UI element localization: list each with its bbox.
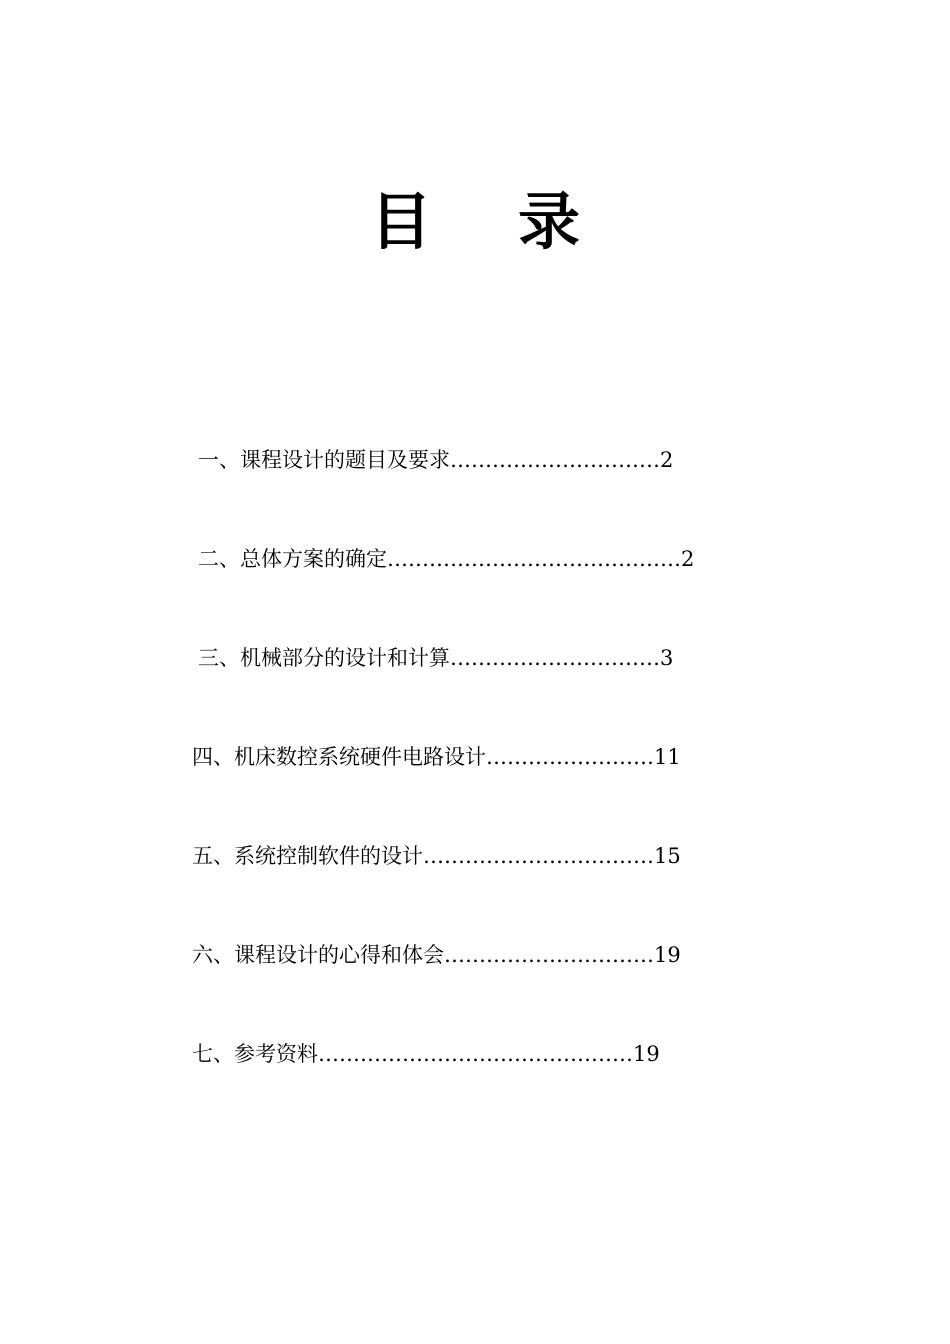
toc-page-number: 19 [633,1042,660,1066]
toc-entry-label: 二、总体方案的确定 [198,547,387,571]
title-char-1: 目 [369,185,518,258]
title-char-2: 录 [518,185,667,258]
toc-entry-1[interactable] [198,447,673,473]
toc-leader-dots: …………………………… [423,844,654,868]
toc-entry-label: 六、课程设计的心得和体会 [192,943,444,967]
toc-page-number: 2 [660,448,674,472]
toc-entry-5[interactable] [192,843,681,869]
toc-leader-dots: ………………………… [444,943,654,967]
toc-entry-6[interactable] [192,942,681,968]
toc-entry-2[interactable] [198,546,694,572]
toc-entry-label: 四、机床数控系统硬件电路设计 [192,745,486,769]
toc-entry-label: 一、课程设计的题目及要求 [198,448,450,472]
toc-page-number: 11 [654,745,681,769]
toc-leader-dots: ………………………… [450,646,660,670]
toc-entry-3[interactable] [198,645,673,671]
toc-entry-4[interactable] [192,744,681,770]
toc-leader-dots: …………………………………… [387,547,681,571]
toc-leader-dots: ………………………… [450,448,660,472]
toc-leader-dots: …………………… [486,745,654,769]
toc-entry-label: 七、参考资料 [192,1042,318,1066]
toc-page-number: 15 [654,844,681,868]
toc-page-number: 3 [660,646,674,670]
toc-page-number: 2 [681,547,695,571]
toc-entry-7[interactable] [192,1041,660,1067]
toc-leader-dots: ……………………………………… [318,1042,633,1066]
toc-page-number: 19 [654,943,681,967]
toc-entry-label: 五、系统控制软件的设计 [192,844,423,868]
toc-entry-label: 三、机械部分的设计和计算 [198,646,450,670]
